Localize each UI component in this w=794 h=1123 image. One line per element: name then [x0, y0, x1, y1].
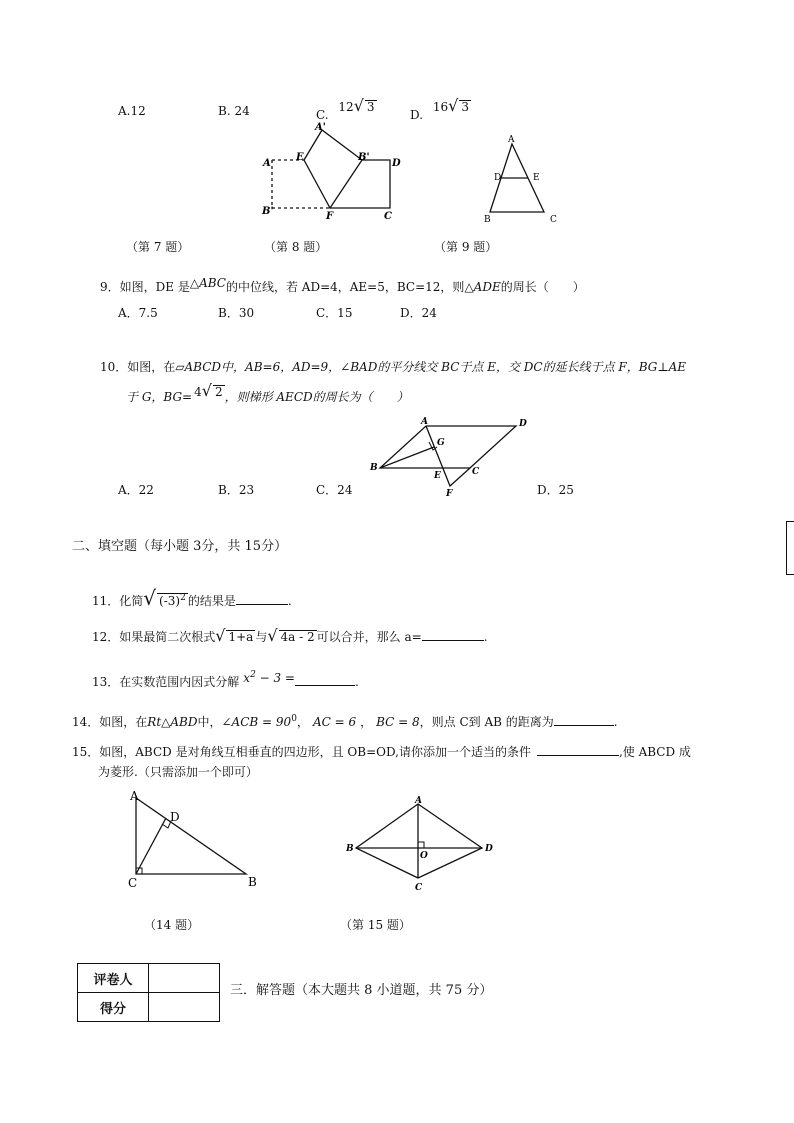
- fig15-label-c: C: [415, 883, 423, 893]
- q13-answer-blank[interactable]: [295, 673, 355, 686]
- q14-triangle: Rt△ABD: [147, 715, 198, 729]
- fig15-label-o: O: [420, 851, 428, 861]
- q9-option-a: A．7.5: [118, 306, 158, 320]
- q13-period: .: [354, 675, 359, 689]
- q8-option-c-prefix: C.: [316, 108, 329, 122]
- q8-d-coef: 16: [432, 100, 449, 114]
- q15-line1-a: 15．如图，ABCD 是对角线互相垂直的四边形，且 OB=OD,请你添加一个适当的条件: [72, 745, 531, 759]
- q12-text-a: 12．如果最简二次根式: [92, 630, 216, 644]
- q10-bg-radicand: 2: [214, 385, 223, 399]
- q9-option-b: B．30: [218, 306, 255, 320]
- q10-option-d: D．25: [537, 483, 574, 497]
- q14-text-c: ，: [296, 715, 309, 729]
- q14-text-b: 中，: [197, 715, 222, 729]
- grader-cell[interactable]: [149, 964, 220, 993]
- fig14-label-b: B: [248, 875, 257, 889]
- fig14-triangle: [136, 798, 246, 874]
- fig8-label-e: E: [296, 152, 304, 163]
- q10-option-a: A．22: [118, 483, 154, 497]
- q10-line2-b: ，则梯形 AECD的周长为（ ）: [224, 390, 409, 404]
- figure-15: [338, 794, 502, 894]
- q10-option-b: B．23: [218, 483, 255, 497]
- fig10-label-d: D: [519, 419, 527, 429]
- fig15-label-a: A: [415, 796, 422, 806]
- q9-text-c: 的周长（ ）: [500, 280, 585, 294]
- q10-line2-a: 于 G，BG=: [126, 390, 193, 404]
- figure-14: [122, 788, 272, 892]
- q13-exponent: 2: [250, 670, 256, 680]
- fig10-label-b: B: [370, 463, 378, 473]
- q8-option-d-value: [432, 96, 471, 115]
- q10-bg-value: [194, 381, 224, 400]
- q8-c-coef: 12: [338, 100, 354, 114]
- radical-sign: √: [448, 96, 459, 115]
- fig8-label-b-prime-top: B': [358, 152, 370, 163]
- fig9-label-d: D: [494, 173, 502, 183]
- q14-angle: ∠ACB = 90: [221, 715, 292, 729]
- fig14-label-c: C: [128, 876, 138, 890]
- q8-option-a: A.12: [118, 104, 146, 118]
- fig10-label-f: F: [446, 489, 453, 498]
- q11-period: .: [287, 594, 292, 608]
- figure-8: [258, 118, 408, 226]
- fig8-crease: [304, 160, 362, 208]
- q11-text-b: 的结果是: [187, 594, 236, 608]
- q8-c-radicand: 3: [366, 100, 375, 114]
- q10-option-c: C．24: [316, 483, 353, 497]
- q15-line1-b: ,使 ABCD 成: [618, 745, 691, 759]
- q10-line2: [126, 381, 409, 405]
- radical-sign: √: [215, 626, 226, 645]
- q9-text-a: 9．如图，DE 是: [100, 280, 190, 294]
- q9-option-d: D．24: [400, 306, 437, 320]
- q12-period: .: [483, 630, 488, 644]
- fig10-perpendicular-bg: [380, 447, 434, 468]
- q10-parallelogram: ▱ABCD: [175, 360, 222, 374]
- q10-line1: [100, 358, 686, 375]
- q11: [92, 586, 292, 610]
- q12-radicand-1: 1+a: [228, 630, 254, 644]
- q10-line1-b: 中，AB=6，AD=9，∠BAD的平分线交 BC于点 E，交 DC的延长线于点 F，BG⊥AE: [221, 360, 687, 374]
- radical-sign: √: [143, 586, 157, 610]
- q13-text-a: 13．在实数范围内因式分解: [92, 675, 240, 689]
- caption-q8: （第 8 题）: [264, 240, 328, 254]
- fig9-label-c: C: [550, 215, 557, 225]
- caption-q15: （第 15 题）: [340, 918, 411, 932]
- q8-option-d: [410, 96, 471, 123]
- q10-line1-a: 10．如图，在: [100, 360, 176, 374]
- section2-title: 二、填空题（每小题 3分，共 15分）: [72, 539, 288, 554]
- score-table-row: [78, 964, 220, 993]
- radical-sign: √: [353, 96, 364, 115]
- fig10-parallelogram: [380, 426, 516, 468]
- radical-sign: √: [201, 381, 212, 400]
- q8-option-b: B. 24: [218, 104, 250, 118]
- score-table: [77, 963, 220, 1022]
- figure-10: [366, 414, 536, 498]
- fig15-label-b: B: [346, 844, 354, 854]
- q9-stem: [100, 278, 585, 295]
- q9-triangle-ade: △ADE: [464, 280, 501, 294]
- fig14-altitude-cd: [136, 818, 166, 874]
- q8-option-c-value: [338, 96, 376, 115]
- q14-bc: BC = 8: [376, 715, 420, 729]
- fig8-label-c: C: [384, 211, 392, 222]
- fig15-label-d: D: [485, 844, 493, 854]
- caption-q14: （14 题）: [144, 918, 200, 932]
- q11-exponent: 2: [180, 593, 186, 603]
- q14-text-e: ，则点 C到 AB 的距离为: [419, 715, 554, 729]
- q11-answer-blank[interactable]: [236, 592, 288, 605]
- fig10-label-e: E: [434, 471, 441, 481]
- score-label: 得分: [78, 993, 149, 1022]
- q11-radicand: [157, 593, 188, 608]
- q14-text-d: ，: [360, 715, 373, 729]
- figure-9: [480, 132, 560, 228]
- fig8-label-a-prime: A': [315, 122, 326, 133]
- fig8-label-a: A: [263, 158, 271, 169]
- q12-text-mid: 与: [255, 630, 268, 644]
- q13-x: x: [243, 671, 251, 685]
- fig10-bisector-extension: [426, 426, 470, 486]
- fig8-rectangle: [330, 160, 390, 208]
- q13-rest: − 3 =: [255, 671, 295, 685]
- q12-answer-blank[interactable]: [422, 628, 484, 641]
- q15-answer-blank[interactable]: [537, 743, 619, 756]
- q14: [72, 713, 618, 730]
- section3-title: 三．解答题（本大题共 8 小道题，共 75 分）: [230, 983, 493, 998]
- fig8-label-b-prime-bottom: B': [262, 206, 274, 217]
- q9-option-c: C．15: [316, 306, 353, 320]
- q12-text-b: 可以合并，那么 a=: [316, 630, 422, 644]
- q15-line2: 为菱形.（只需添加一个即可）: [98, 765, 258, 779]
- q14-answer-blank[interactable]: [554, 713, 614, 726]
- fig10-label-a: A: [421, 417, 428, 427]
- q10-bg-coef: 4: [194, 385, 202, 399]
- caption-q9: （第 9 题）: [434, 240, 498, 254]
- q12: [92, 626, 488, 645]
- fig10-label-c: C: [472, 467, 480, 477]
- q11-base: (-3): [159, 594, 181, 608]
- fig15-rhombus: [356, 804, 482, 878]
- q8-d-radicand: 3: [461, 100, 469, 114]
- q14-ac: AC = 6: [312, 715, 357, 729]
- fig9-label-b: B: [484, 215, 491, 225]
- radical-sign: √: [267, 626, 278, 645]
- fig10-label-g: G: [437, 438, 445, 448]
- fig9-label-a: A: [508, 135, 515, 145]
- fig8-folded-triangle: [304, 130, 362, 160]
- score-table-row: [78, 993, 220, 1022]
- fig8-label-f: F: [326, 211, 334, 222]
- q9-text-b: 的中位线，若 AD=4，AE=5，BC=12，则: [225, 280, 465, 294]
- fig14-label-d: D: [170, 810, 180, 824]
- score-cell[interactable]: [149, 993, 220, 1022]
- page-edge-binding-mark: [786, 521, 794, 575]
- fig15-right-angle: [418, 842, 424, 848]
- q8-option-d-prefix: D.: [410, 108, 424, 122]
- fig8-label-d: D: [392, 158, 401, 169]
- grader-label: 评卷人: [78, 964, 149, 993]
- caption-q7: （第 7 题）: [126, 240, 190, 254]
- q9-triangle-abc: △ABC: [189, 276, 226, 290]
- q12-radicand-2: 4a - 2: [280, 630, 315, 644]
- fig14-label-a: A: [130, 789, 139, 803]
- q13: [92, 670, 359, 690]
- q14-text-a: 14．如图，在: [72, 715, 148, 729]
- q13-expression: [243, 671, 295, 685]
- fig9-label-e: E: [533, 173, 540, 183]
- q15-line1: [72, 743, 691, 760]
- q11-text-a: 11．化简: [92, 594, 144, 608]
- q14-period: .: [613, 715, 618, 729]
- q14-degree: 0: [291, 714, 297, 724]
